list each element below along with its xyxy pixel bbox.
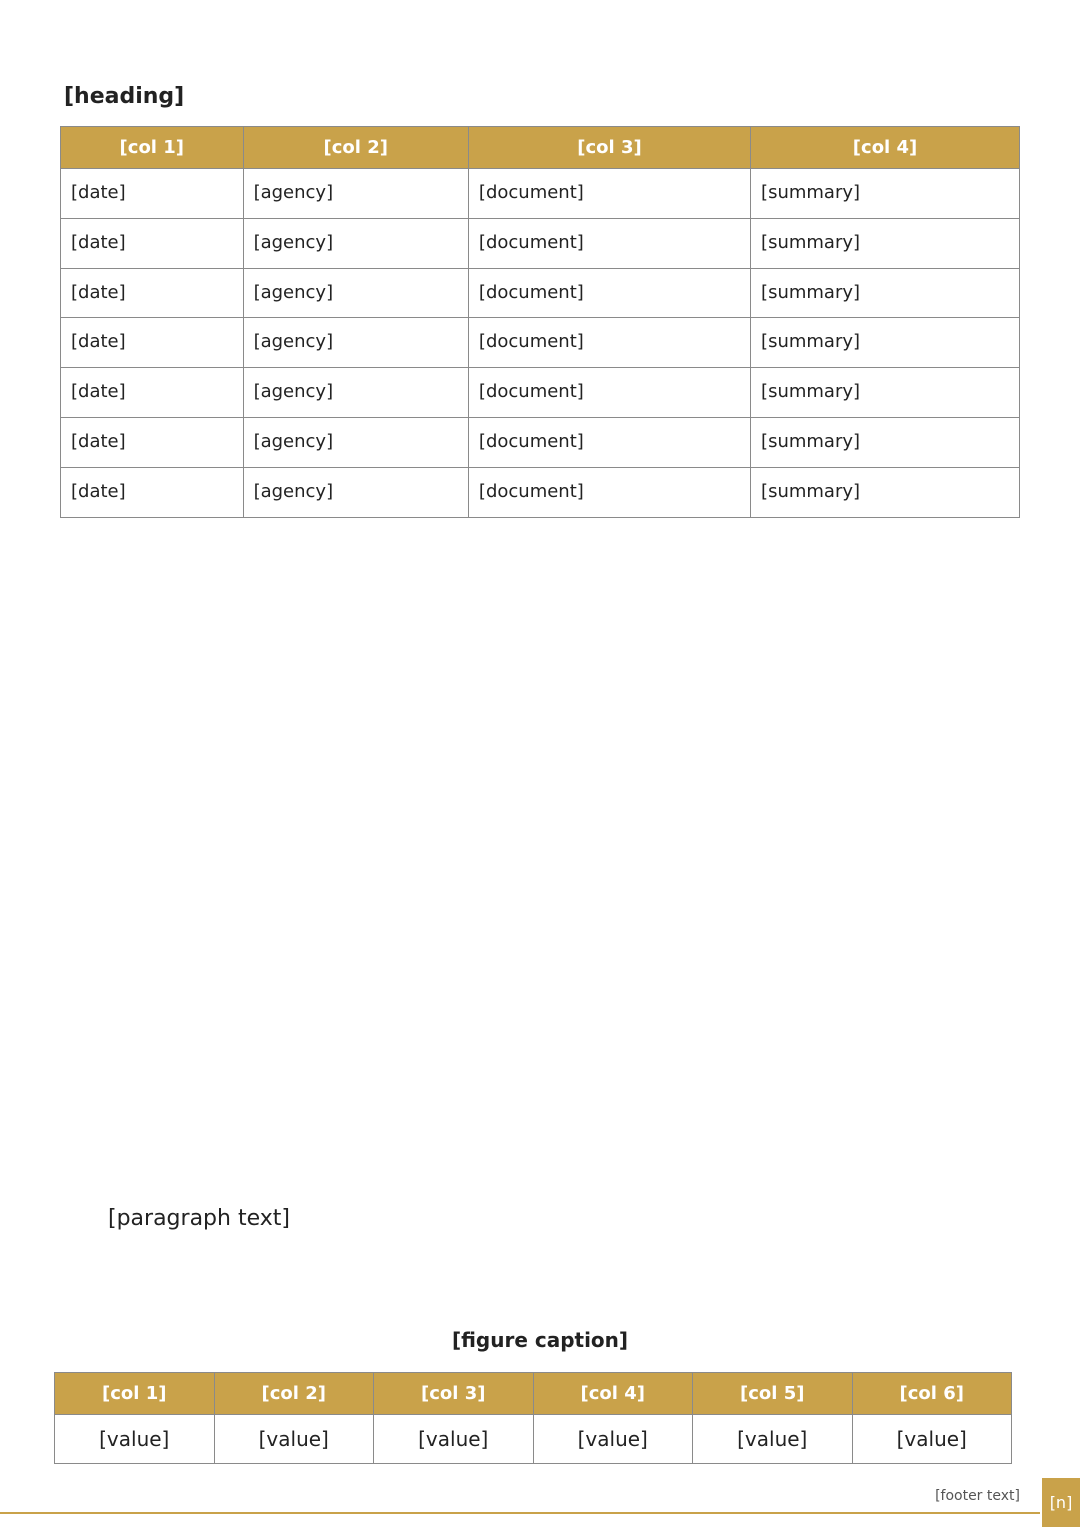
policy-table-row-cell: [agency] [243,368,468,418]
targets-table-header-cell: [col 3] [374,1373,534,1415]
policy-table-header-cell: [col 4] [751,127,1020,169]
policy-table-row-cell: [date] [61,417,244,467]
policy-table-row-cell: [document] [468,467,750,517]
policy-table-row [61,218,1020,268]
policy-table-row-cell: [summary] [751,318,1020,368]
section-heading: [heading] [64,84,185,109]
policy-table-row-cell: [summary] [751,467,1020,517]
policy-table-row-cell: [agency] [243,318,468,368]
policy-table-row-cell: [summary] [751,417,1020,467]
page-number: [n] [1042,1478,1080,1527]
policy-table-row-cell: [agency] [243,218,468,268]
policy-table-row-cell: [document] [468,368,750,418]
policy-table-body [61,169,1020,518]
policy-table-row-cell: [summary] [751,169,1020,219]
targets-table-row-cell: [value] [693,1415,853,1464]
policy-table-row [61,368,1020,418]
policy-table-row-cell: [summary] [751,218,1020,268]
policy-table-header-row [61,127,1020,169]
policy-table-row-cell: [document] [468,268,750,318]
policy-table-row-cell: [date] [61,218,244,268]
targets-table-header-cell: [col 1] [55,1373,215,1415]
targets-table-header-cell: [col 4] [533,1373,693,1415]
policy-table-row-cell: [agency] [243,268,468,318]
policy-table-row-cell: [date] [61,467,244,517]
policy-table-header-cell: [col 3] [468,127,750,169]
policy-table-row-cell: [document] [468,417,750,467]
figure-caption: [figure caption] [451,1328,629,1352]
targets-table-row [55,1415,1012,1464]
footer-divider [0,1512,1040,1514]
policy-table-row-cell: [agency] [243,467,468,517]
targets-table-row-cell: [value] [533,1415,693,1464]
policy-table-row-cell: [document] [468,318,750,368]
policy-table-header-cell: [col 1] [61,127,244,169]
policy-table-row-cell: [document] [468,169,750,219]
policy-table-row-cell: [summary] [751,268,1020,318]
policy-table-header-cell: [col 2] [243,127,468,169]
policy-table-row-cell: [agency] [243,417,468,467]
targets-table [54,1372,1012,1464]
footer-text: [footer text] [935,1488,1020,1504]
targets-table-row-cell: [value] [55,1415,215,1464]
policy-table-row [61,467,1020,517]
targets-table-row-cell: [value] [214,1415,374,1464]
policy-table-row [61,417,1020,467]
policy-table-row [61,268,1020,318]
policy-table-row-cell: [document] [468,218,750,268]
policy-table-row [61,318,1020,368]
targets-table-body [55,1415,1012,1464]
body-paragraph [64,1198,1016,1240]
policy-table-row-cell: [date] [61,368,244,418]
policy-table-row-cell: [date] [61,169,244,219]
policy-table-row-cell: [summary] [751,368,1020,418]
targets-table-row-cell: [value] [374,1415,534,1464]
targets-table-row-cell: [value] [852,1415,1012,1464]
paragraph-text: [paragraph text] [108,1206,290,1231]
targets-table-header-row [55,1373,1012,1415]
targets-table-header-cell: [col 2] [214,1373,374,1415]
targets-table-header-cell: [col 5] [693,1373,853,1415]
policy-table-row-cell: [date] [61,268,244,318]
policy-table [60,126,1020,518]
policy-table-row-cell: [agency] [243,169,468,219]
targets-table-header-cell: [col 6] [852,1373,1012,1415]
policy-table-row-cell: [date] [61,318,244,368]
policy-table-row [61,169,1020,219]
